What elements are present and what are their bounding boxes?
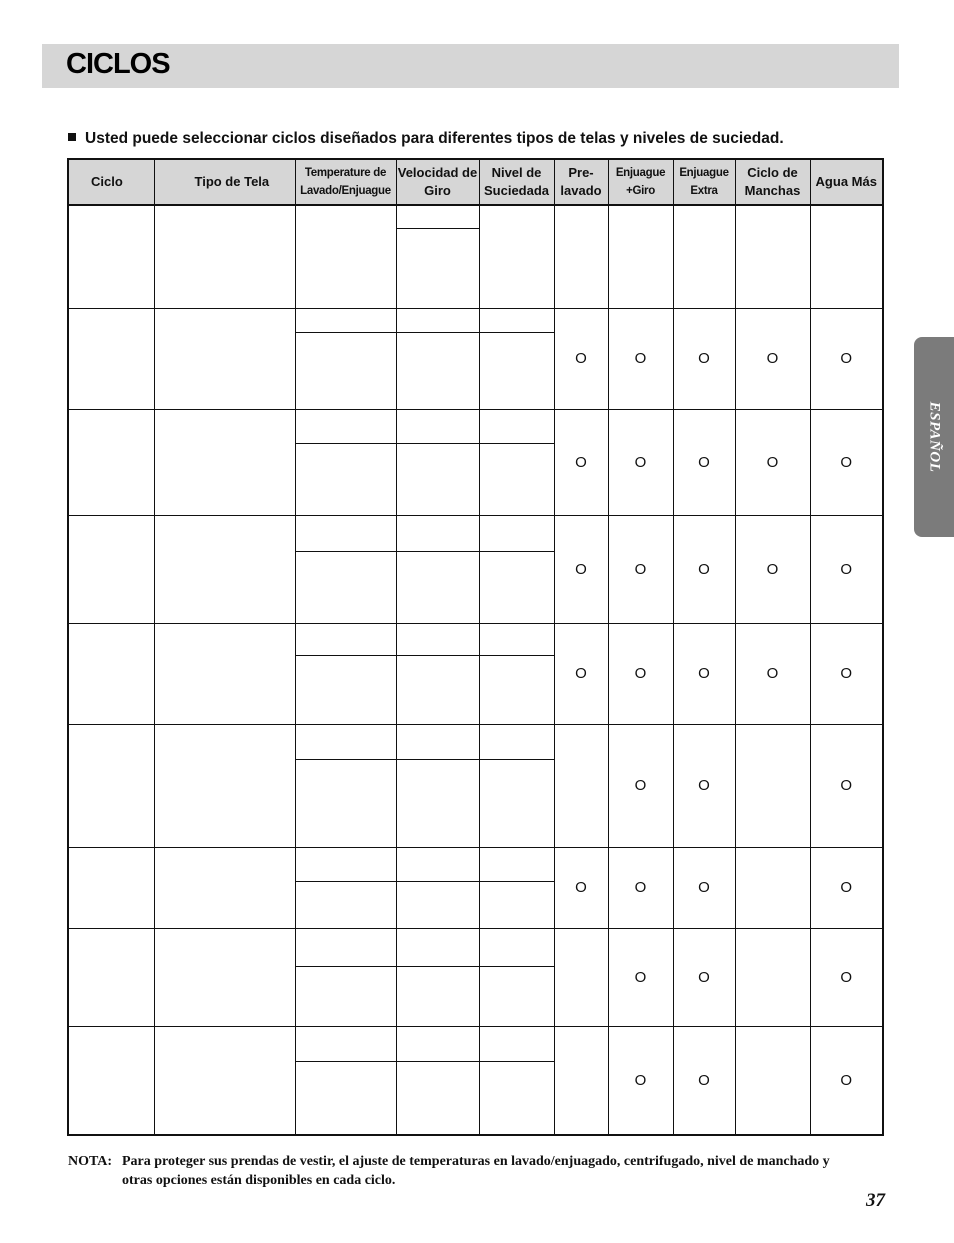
- temperature-cell: [295, 551, 396, 623]
- spin-cell: [396, 409, 479, 443]
- cycle-cell: [68, 724, 154, 847]
- option-mark: O: [554, 847, 608, 928]
- temperature-cell: [295, 515, 396, 551]
- table-row: [68, 308, 883, 332]
- option-mark: O: [608, 515, 673, 623]
- spin-cell: [396, 966, 479, 1026]
- option-mark: [608, 205, 673, 308]
- spin-cell: [396, 724, 479, 759]
- spin-cell: [396, 1061, 479, 1135]
- option-mark: [673, 205, 735, 308]
- footnote-text: Para proteger sus prendas de vestir, el ajuste de temperaturas en lavado/enjuagado, centrifugado, nivel de manchado y otras opciones están disponibles en cada ciclo.: [122, 1154, 830, 1188]
- option-mark: O: [673, 1026, 735, 1135]
- option-mark: O: [554, 409, 608, 515]
- cycle-cell: [68, 515, 154, 623]
- option-mark: O: [554, 515, 608, 623]
- col-header-nivel-de-suciedad: Nivel de Suciedada: [479, 159, 554, 205]
- page-number: 37: [866, 1190, 885, 1211]
- footnote-label: NOTA:: [68, 1154, 113, 1169]
- option-mark: O: [673, 515, 735, 623]
- table-row: [68, 847, 883, 881]
- soil-cell: [479, 308, 554, 332]
- option-mark: [735, 1026, 810, 1135]
- option-mark: [554, 724, 608, 847]
- cycle-cell: [68, 928, 154, 1026]
- option-mark: O: [810, 308, 883, 409]
- fabric-cell: [154, 724, 295, 847]
- table-row: [68, 205, 883, 228]
- option-mark: O: [735, 623, 810, 724]
- col-header-enjuague-extra: Enjuague Extra: [673, 159, 735, 205]
- temperature-cell: [295, 759, 396, 847]
- language-tab-label: ESPAÑOL: [926, 401, 943, 473]
- temperature-cell: [295, 1026, 396, 1061]
- temperature-cell: [295, 881, 396, 928]
- option-mark: O: [608, 409, 673, 515]
- spin-cell: [396, 332, 479, 409]
- option-mark: O: [810, 928, 883, 1026]
- soil-cell: [479, 515, 554, 551]
- soil-cell: [479, 928, 554, 966]
- fabric-cell: [154, 409, 295, 515]
- spin-cell: [396, 655, 479, 724]
- spin-cell: [396, 623, 479, 655]
- soil-cell: [479, 443, 554, 515]
- option-mark: [735, 847, 810, 928]
- option-mark: O: [608, 1026, 673, 1135]
- option-mark: O: [673, 847, 735, 928]
- soil-cell: [479, 881, 554, 928]
- intro-text: [68, 130, 784, 148]
- option-mark: O: [608, 847, 673, 928]
- option-mark: [554, 928, 608, 1026]
- temperature-cell: [295, 443, 396, 515]
- table-row: [68, 724, 883, 759]
- temperature-cell: [295, 623, 396, 655]
- soil-cell: [479, 409, 554, 443]
- spin-cell: [396, 759, 479, 847]
- spin-cell: [396, 443, 479, 515]
- option-mark: O: [608, 308, 673, 409]
- option-mark: O: [810, 409, 883, 515]
- page-title: CICLOS: [66, 48, 170, 80]
- option-mark: O: [673, 308, 735, 409]
- option-mark: [554, 1026, 608, 1135]
- option-mark: O: [810, 1026, 883, 1135]
- option-mark: O: [608, 928, 673, 1026]
- soil-cell: [479, 332, 554, 409]
- soil-cell: [479, 847, 554, 881]
- fabric-cell: [154, 515, 295, 623]
- option-mark: O: [735, 515, 810, 623]
- option-mark: O: [810, 515, 883, 623]
- fabric-cell: [154, 928, 295, 1026]
- fabric-cell: [154, 623, 295, 724]
- soil-cell: [479, 1061, 554, 1135]
- spin-cell: [396, 205, 479, 228]
- option-mark: O: [810, 724, 883, 847]
- option-mark: O: [673, 724, 735, 847]
- table-row: [68, 409, 883, 443]
- spin-cell: [396, 928, 479, 966]
- col-header-ciclo: Ciclo: [68, 159, 154, 205]
- option-mark: O: [735, 409, 810, 515]
- col-header-velocidad-de-giro: Velocidad de Giro: [396, 159, 479, 205]
- option-mark: O: [673, 623, 735, 724]
- col-header-tipo-de-tela: Tipo de Tela: [154, 159, 295, 205]
- cycle-cell: [68, 205, 154, 308]
- square-bullet-icon: [68, 133, 76, 141]
- cycle-cell: [68, 1026, 154, 1135]
- temperature-cell: [295, 724, 396, 759]
- col-header-ciclo-de-manchas: Ciclo de Manchas: [735, 159, 810, 205]
- fabric-cell: [154, 847, 295, 928]
- temperature-cell: [295, 1061, 396, 1135]
- cycle-cell: [68, 409, 154, 515]
- table-header-row: [68, 159, 883, 205]
- soil-cell: [479, 205, 554, 308]
- option-mark: [735, 205, 810, 308]
- cycles-table: [67, 158, 884, 1136]
- fabric-cell: [154, 308, 295, 409]
- spin-cell: [396, 1026, 479, 1061]
- col-header-agua-mas: Agua Más: [810, 159, 883, 205]
- soil-cell: [479, 759, 554, 847]
- table-row: [68, 623, 883, 655]
- spin-cell: [396, 881, 479, 928]
- col-header-temperatura: Temperature de Lavado/Enjuague: [295, 159, 396, 205]
- option-mark: O: [554, 623, 608, 724]
- cycle-cell: [68, 847, 154, 928]
- fabric-cell: [154, 205, 295, 308]
- spin-cell: [396, 847, 479, 881]
- option-mark: O: [810, 623, 883, 724]
- option-mark: O: [554, 308, 608, 409]
- footnote: [68, 1152, 848, 1190]
- soil-cell: [479, 1026, 554, 1061]
- spin-cell: [396, 308, 479, 332]
- option-mark: [735, 724, 810, 847]
- option-mark: [735, 928, 810, 1026]
- option-mark: O: [673, 928, 735, 1026]
- option-mark: O: [735, 308, 810, 409]
- soil-cell: [479, 623, 554, 655]
- spin-cell: [396, 228, 479, 308]
- temperature-cell: [295, 966, 396, 1026]
- option-mark: O: [810, 847, 883, 928]
- temperature-cell: [295, 847, 396, 881]
- temperature-cell: [295, 332, 396, 409]
- option-mark: O: [608, 724, 673, 847]
- col-header-prelavado: Pre- lavado: [554, 159, 608, 205]
- option-mark: O: [608, 623, 673, 724]
- fabric-cell: [154, 1026, 295, 1135]
- option-mark: O: [673, 409, 735, 515]
- soil-cell: [479, 966, 554, 1026]
- spin-cell: [396, 515, 479, 551]
- table-row: [68, 515, 883, 551]
- temperature-cell: [295, 409, 396, 443]
- temperature-cell: [295, 655, 396, 724]
- intro-sentence: Usted puede seleccionar ciclos diseñados para diferentes tipos de telas y niveles de suciedad.: [85, 130, 784, 147]
- table-row: [68, 928, 883, 966]
- spin-cell: [396, 551, 479, 623]
- soil-cell: [479, 551, 554, 623]
- temperature-cell: [295, 205, 396, 308]
- soil-cell: [479, 655, 554, 724]
- soil-cell: [479, 724, 554, 759]
- cycle-cell: [68, 623, 154, 724]
- cycle-cell: [68, 308, 154, 409]
- option-mark: [810, 205, 883, 308]
- option-mark: [554, 205, 608, 308]
- table-row: [68, 1026, 883, 1061]
- col-header-enjuague-giro: Enjuague +Giro: [608, 159, 673, 205]
- header-bar: [42, 44, 899, 88]
- temperature-cell: [295, 928, 396, 966]
- temperature-cell: [295, 308, 396, 332]
- language-tab: [914, 337, 954, 537]
